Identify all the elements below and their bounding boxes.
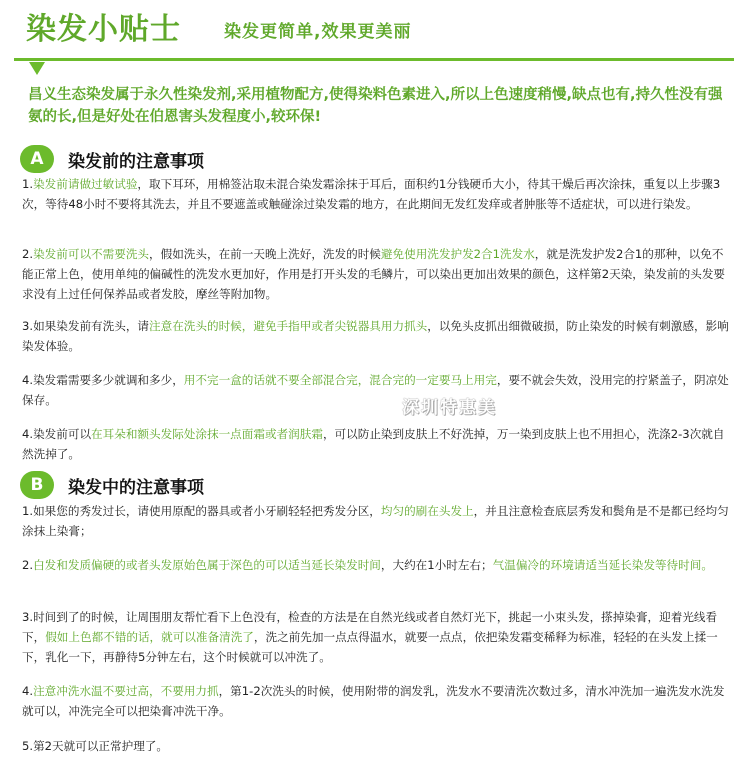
page-title: 染发小贴士 <box>26 12 181 47</box>
item-highlight: 用不完一盒的话就不要全部混合完，混合完的一定要马上用完 <box>183 373 497 387</box>
item-text: ，取下耳环，用棉签沾取未混合染发霜涂抹于耳后，面积约1分钱硬币大小，待其干燥后再次涂抹，重复以上步骤3次，等待48小时不要将其洗去，并且不要遮盖或触碰涂过染发霜的地方，在此期间无发红发痒或者肿胀等不适症状，可以进行染发。 <box>22 177 721 211</box>
item-text-lead: 染发前可以 <box>33 427 92 441</box>
item-highlight-2: 气温偏冷的环境请适当延长染发等待时间。 <box>492 558 713 572</box>
item-text-lead: 如果染发前有洗头，请 <box>33 319 150 333</box>
item-number: 2. <box>22 558 34 572</box>
watermark: 深圳特惠美 <box>402 398 497 418</box>
section-a-item-4 <box>22 370 730 410</box>
item-number: 3. <box>22 319 34 333</box>
section-a-item-5 <box>22 424 730 464</box>
section-b-item-3 <box>22 607 730 667</box>
section-b-title: 染发中的注意事项 <box>68 477 204 498</box>
intro-text: 昌义生态染发属于永久性染发剂,采用植物配方,使得染料色素进入,所以上色速度稍慢,缺点也有,持久性没有强氨的长,但是好处在伯恩害头发程度小,较环保! <box>28 87 723 125</box>
item-highlight: 染发前请做过敏试验 <box>33 177 138 191</box>
item-text: ，可以防止染到皮肤上不好洗掉，万一染到皮肤上也不用担心，洗涤2-3次就自然洗掉了。 <box>22 427 725 461</box>
section-b-badge: B <box>20 471 54 499</box>
item-text: ，要不就会失效，没用完的拧紧盖子，阴凉处保存。 <box>22 373 729 407</box>
header-divider <box>14 58 734 61</box>
section-b-item-2 <box>22 555 730 575</box>
item-text: ，洗之前先加一点点得温水，就要一点点，依把染发霜变稀释为标准，轻轻的在头发上揉一下，乳化一下，再静待5分钟左右，这个时候就可以冲洗了。 <box>22 630 718 664</box>
item-number: 5. <box>22 739 34 753</box>
item-number: 1. <box>22 504 34 518</box>
item-number: 4. <box>22 373 34 387</box>
section-a-badge: A <box>20 145 54 173</box>
item-number: 4. <box>22 427 34 441</box>
section-a-heading <box>20 144 204 174</box>
item-text: ，假如洗头，在前一天晚上洗好，洗发的时候 <box>149 247 381 261</box>
item-highlight: 染发前可以不需要洗头 <box>33 247 150 261</box>
section-b-item-1 <box>22 501 730 541</box>
item-highlight-2: 避免使用洗发护发2合1洗发水 <box>380 247 535 261</box>
section-a-item-1 <box>22 174 730 214</box>
item-text-lead: 时间到了的时候，让周围朋友帮忙看下上色没有，检查的方法是在自然光线或者自然灯光下，挑起一小束头发，搽掉染膏，迎着光线看下， <box>22 610 718 644</box>
item-number: 3. <box>22 610 34 624</box>
item-number: 4. <box>22 684 34 698</box>
item-number: 1. <box>22 177 34 191</box>
item-highlight: 均匀的刷在头发上 <box>380 504 474 518</box>
item-text: ，以免头皮抓出细微破损，防止染发的时候有刺激感，影响染发体验。 <box>22 319 729 353</box>
item-highlight: 白发和发质偏硬的或者头发原始色属于深色的可以适当延长染发时间 <box>33 558 381 572</box>
item-highlight: 假如上色都不错的话，就可以准备清洗了 <box>45 630 254 644</box>
item-text: ，第1-2次洗头的时候，使用附带的润发乳，洗发水不要清洗次数过多，清水冲洗加一遍洗发水洗发就可以，冲洗完全可以把染膏冲洗干净。 <box>22 684 725 718</box>
item-text: ，并且注意检查底层秀发和鬓角是不是都已经均匀涂抹上染膏； <box>22 504 729 538</box>
item-highlight: 注意冲洗水温不要过高，不要用力抓 <box>33 684 219 698</box>
item-highlight: 在耳朵和额头发际处涂抹一点面霜或者润肤霜 <box>91 427 323 441</box>
section-a-item-3 <box>22 316 730 356</box>
item-highlight: 注意在洗头的时候，避免手指甲或者尖锐器具用力抓头 <box>149 319 428 333</box>
section-a-title: 染发前的注意事项 <box>68 151 204 172</box>
item-text-lead: 染发霜需要多少就调和多少， <box>33 373 184 387</box>
item-text-lead: 如果您的秀发过长，请使用原配的器具或者小牙刷轻轻把秀发分区， <box>33 504 381 518</box>
down-arrow-icon <box>29 62 45 75</box>
section-b-item-5 <box>22 736 730 756</box>
section-b-item-4 <box>22 681 730 721</box>
item-number: 2. <box>22 247 34 261</box>
item-text-lead: 第2天就可以正常护理了。 <box>33 739 168 753</box>
section-b-heading <box>20 470 204 500</box>
page-subtitle: 染发更简单,效果更美丽 <box>224 22 412 42</box>
header <box>0 0 749 62</box>
section-a-item-2 <box>22 244 730 304</box>
item-text-2: ，就是洗发护发2合1的那种，以免不能正常上色，使用单纯的偏碱性的洗发水更加好，作用是打开头发的毛鳞片，可以染出更加出效果的颜色，这样第2天染，染发前的头发要求没有上过任何保养品或者发胶，摩丝等附加物。 <box>22 247 726 301</box>
item-text: ，大约在1小时左右； <box>380 558 493 572</box>
